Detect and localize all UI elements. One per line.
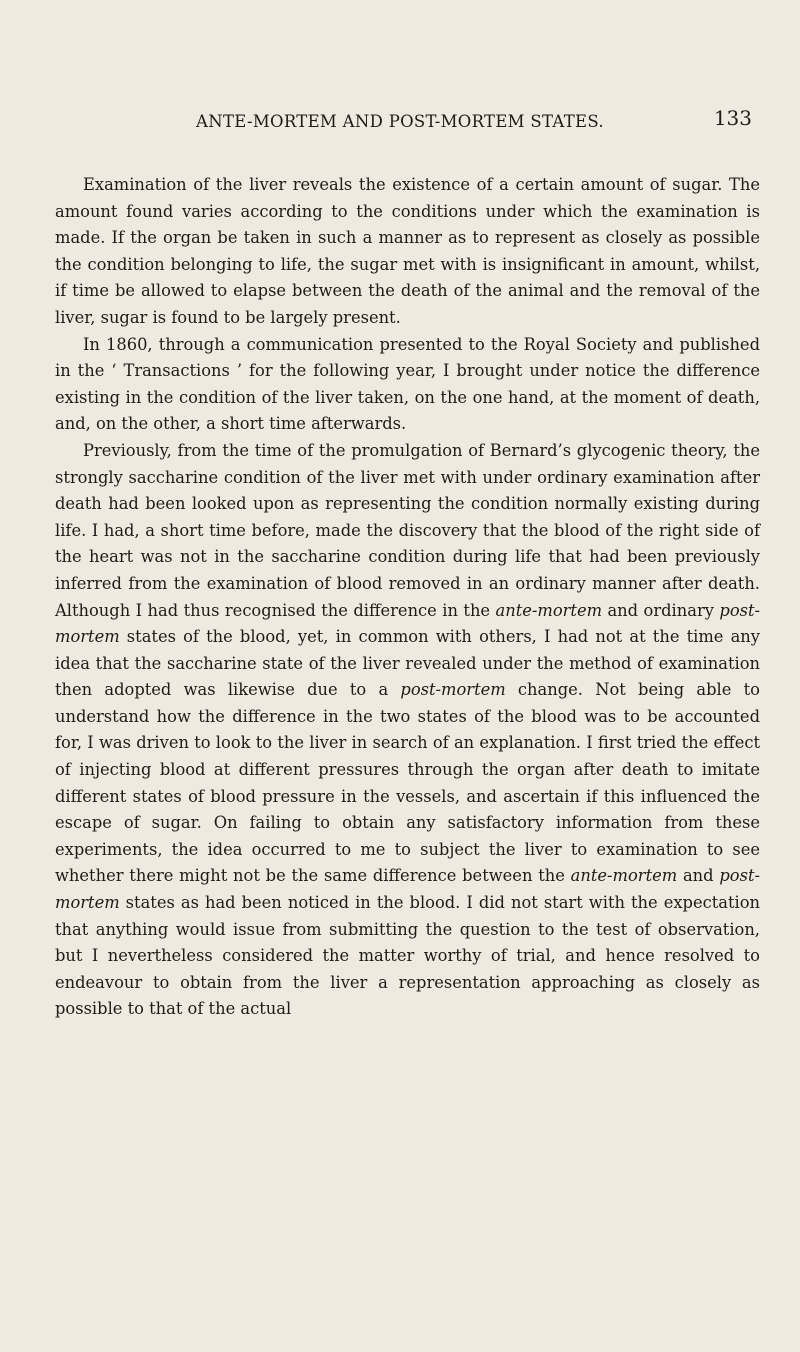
italic-term: post-mortem: [400, 680, 506, 700]
paragraph: [55, 438, 760, 1023]
text-run: states of the blood, yet, in common with others, I had not at the time any idea that the saccharine state of the liver revealed under the method of examination then adopted was likewise due to a: [55, 627, 760, 700]
paragraph: [55, 332, 760, 438]
text-run: In 1860, through a communication presented to the Royal Society and published in the ‘ Transactions ’ for the following year, I brought under notice the difference existing in the condition of the liver taken, on the one hand, at the moment of death, and, on the other, a short time afterwards.: [55, 334, 760, 434]
text-run: and: [677, 866, 720, 886]
italic-term: post-mortem: [55, 866, 760, 913]
italic-term: ante-mortem: [495, 600, 603, 620]
text-run: Previously, from the time of the promulgation of Bernard’s glycogenic theory, the strongly saccharine condition of the liver met with under ordinary examination after death had been looked upon as representing the condition normally existing during life. I had, a short time before, made the discovery that the blood of the right side of the heart was not in the saccharine condition during life that had been previously inferred from the examination of blood removed in an ordinary manner after death. Although I had thus recognised the difference in the: [55, 440, 760, 620]
body-text: [55, 172, 760, 1023]
text-run: and ordinary: [602, 600, 720, 620]
italic-term: ante-mortem: [570, 866, 678, 886]
text-run: states as had been noticed in the blood. I did not start with the expectation that anything would issue from submitting the question to the test of observation, but I nevertheless considered the matter worthy of trial, and hence resolved to endeavour to obtain from the liver a representation approaching as closely as possible to that of the actual: [55, 893, 760, 1019]
page-header: [0, 106, 800, 142]
italic-term: post-mortem: [55, 600, 761, 647]
text-run: Examination of the liver reveals the existence of a certain amount of sugar. The amount found varies according to the conditions under which the examination is made. If the organ be taken in such a manner as to represent as closely as possible the condition belonging to life, the sugar met with is insignificant in amount, whilst, if time be allowed to elapse between the death of the animal and the removal of the liver, sugar is found to be largely present.: [55, 175, 760, 327]
page-number: 133: [713, 106, 752, 130]
text-run: change. Not being able to understand how the difference in the two states of the blood was to be accounted for, I was driven to look to the liver in search of an explanation. I first tried the effect of injecting blood at different pressures through the organ after death to imitate different states of blood pressure in the vessels, and ascertain if this influenced the escape of sugar. On failing to obtain any satisfactory information from these experiments, the idea occurred to me to subject the liver to examination to see whether there might not be the same difference between the: [55, 680, 760, 886]
running-title: ANTE-MORTEM AND POST-MORTEM STATES.: [196, 112, 604, 131]
paragraph: [55, 172, 760, 332]
